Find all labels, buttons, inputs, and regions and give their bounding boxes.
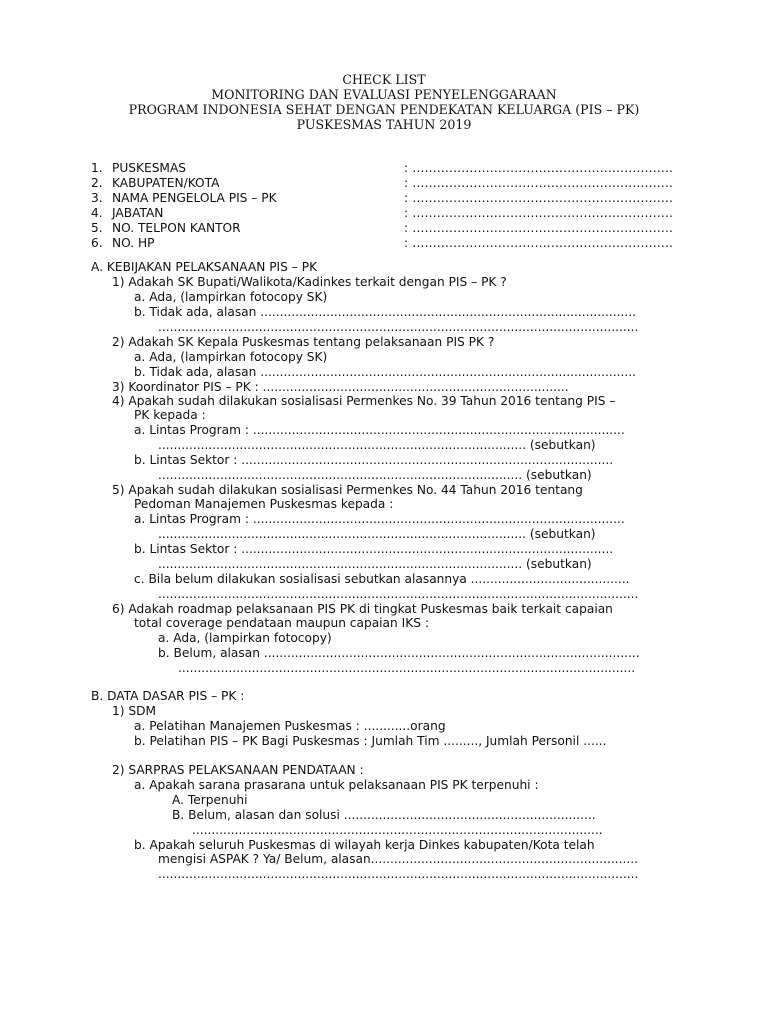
identity-label: KABUPATEN/KOTA (112, 176, 220, 190)
title-line-4: PUSKESMAS TAHUN 2019 (296, 117, 472, 132)
checklist-line[interactable]: ............................................................................................... (sebutkan) (158, 438, 596, 452)
checklist-line[interactable]: b. Tidak ada, alasan ................................................................................................. (134, 365, 637, 379)
checklist-line[interactable]: b. Pelatihan PIS – PK Bagi Puskesmas : Jumlah Tim ........., Jumlah Personil ...... (134, 734, 607, 748)
checklist-line[interactable]: c. Bila belum dilakukan sosialisasi sebutkan alasannya ......................................... (134, 572, 630, 586)
checklist-line: total coverage pendataan maupun capaian IKS : (134, 616, 429, 630)
checklist-line[interactable]: mengisi ASPAK ? Ya/ Belum, alasan..................................................................... (158, 852, 638, 866)
checklist-line: a. Ada, (lampirkan fotocopy SK) (134, 290, 328, 304)
identity-label: JABATAN (112, 206, 164, 220)
checklist-line[interactable]: 3) Koordinator PIS – PK : ............................................................................... (112, 380, 569, 394)
identity-num: 2. (91, 176, 103, 190)
checklist-line[interactable]: a. Lintas Program : ................................................................................................ (134, 423, 625, 437)
checklist-line[interactable]: a. Lintas Program : ................................................................................................ (134, 512, 625, 526)
identity-fill-field[interactable]: : ................................................................ (404, 161, 674, 175)
checklist-line: b. Apakah seluruh Puskesmas di wilayah kerja Dinkes kabupaten/Kota telah (134, 838, 595, 852)
checklist-line: 2) Adakah SK Kepala Puskesmas tentang pelaksanaan PIS PK ? (112, 335, 495, 349)
identity-num: 4. (91, 206, 103, 220)
checklist-line: B. DATA DASAR PIS – PK : (91, 689, 245, 703)
identity-fill-field[interactable]: : ................................................................ (404, 191, 674, 205)
checklist-line[interactable]: ............................................................................................................................ (158, 867, 639, 881)
checklist-line: PK kepada : (134, 408, 206, 422)
title-line-2: MONITORING DAN EVALUASI PENYELENGGARAAN (211, 87, 557, 102)
identity-num: 5. (91, 221, 103, 235)
checklist-line: 6) Adakah roadmap pelaksanaan PIS PK di tingkat Puskesmas baik terkait capaian (112, 602, 613, 616)
checklist-line: a. Apakah sarana prasarana untuk pelaksanaan PIS PK terpenuhi : (134, 778, 539, 792)
identity-num: 3. (91, 191, 103, 205)
identity-label: NAMA PENGELOLA PIS – PK (112, 191, 277, 205)
checklist-line[interactable]: B. Belum, alasan dan solusi ................................................................. (172, 808, 596, 822)
checklist-line: 1) SDM (112, 704, 157, 718)
checklist-line: a. Ada, (lampirkan fotocopy) (158, 631, 332, 645)
checklist-line[interactable]: ............................................................................................................................ (158, 320, 639, 334)
identity-num: 6. (91, 236, 103, 250)
checklist-line[interactable]: ............................................................................................... (sebutkan) (158, 527, 596, 541)
checklist-line: 2) SARPRAS PELAKSANAAN PENDATAAN : (112, 763, 364, 777)
checklist-line[interactable]: .............................................................................................. (sebutkan) (158, 557, 592, 571)
checklist-line: 5) Apakah sudah dilakukan sosialisasi Permenkes No. 44 Tahun 2016 tentang (112, 483, 583, 497)
checklist-line[interactable]: b. Lintas Sektor : ................................................................................................ (134, 542, 614, 556)
title-line-3: PROGRAM INDONESIA SEHAT DENGAN PENDEKATAN KELUARGA (PIS – PK) (128, 102, 640, 117)
identity-fill-field[interactable]: : ................................................................ (404, 221, 674, 235)
checklist-line[interactable]: b. Tidak ada, alasan ................................................................................................. (134, 305, 637, 319)
checklist-line: 1) Adakah SK Bupati/Walikota/Kadinkes terkait dengan PIS – PK ? (112, 275, 507, 289)
checklist-line[interactable]: a. Pelatihan Manajemen Puskesmas : ............orang (134, 719, 446, 733)
identity-fill-field[interactable]: : ................................................................ (404, 236, 674, 250)
checklist-line: A. Terpenuhi (172, 793, 248, 807)
checklist-line[interactable]: ...................................................................................................................... (178, 661, 636, 675)
identity-fill-field[interactable]: : ................................................................ (404, 206, 674, 220)
checklist-line[interactable]: .............................................................................................. (sebutkan) (158, 468, 592, 482)
identity-label: PUSKESMAS (112, 161, 187, 175)
checklist-line[interactable]: .......................................................................................................... (192, 823, 603, 837)
checklist-line[interactable]: b. Lintas Sektor : ................................................................................................ (134, 453, 614, 467)
checklist-line: Pedoman Manajemen Puskesmas kepada : (134, 497, 394, 511)
checklist-line: a. Ada, (lampirkan fotocopy SK) (134, 350, 328, 364)
checklist-line: 4) Apakah sudah dilakukan sosialisasi Permenkes No. 39 Tahun 2016 tentang PIS – (112, 394, 616, 408)
checklist-line: A. KEBIJAKAN PELAKSANAAN PIS – PK (91, 260, 318, 274)
identity-label: NO. TELPON KANTOR (112, 221, 241, 235)
identity-num: 1. (91, 161, 103, 175)
identity-label: NO. HP (112, 236, 155, 250)
checklist-line[interactable]: ............................................................................................................................ (158, 587, 639, 601)
title-line-1: CHECK LIST (342, 72, 426, 87)
document-title (0, 72, 768, 132)
identity-fill-field[interactable]: : ................................................................ (404, 176, 674, 190)
checklist-line[interactable]: b. Belum, alasan ................................................................................................. (158, 646, 640, 660)
